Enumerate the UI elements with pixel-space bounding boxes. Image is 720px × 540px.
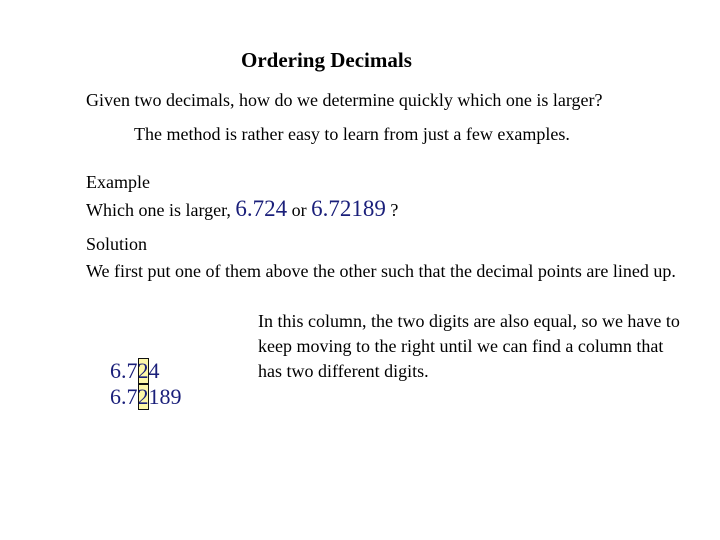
- example-suffix: ?: [385, 200, 399, 220]
- example-label: Example: [86, 172, 150, 192]
- row2-highlighted-digit: 2: [137, 384, 149, 409]
- page-title: Ordering Decimals: [241, 48, 412, 72]
- example-number-b: 6.72189: [311, 196, 386, 221]
- example-connector: or: [287, 200, 312, 220]
- row1-before: 6.7: [110, 358, 138, 383]
- intro-question: Given two decimals, how do we determine quickly which one is larger?: [86, 90, 603, 110]
- solution-label: Solution: [86, 234, 148, 254]
- row2-after: 189: [148, 384, 182, 409]
- row1-highlighted-digit: 2: [137, 358, 149, 383]
- aligned-number-row-1: [110, 358, 160, 384]
- solution-text: We first put one of them above the other such that the decimal points are lined up.: [86, 261, 676, 281]
- example-prefix: Which one is larger,: [86, 200, 236, 220]
- example-question: [86, 196, 398, 222]
- example-number-a: 6.724: [235, 196, 288, 221]
- row2-before: 6.7: [110, 384, 138, 409]
- column-annotation: In this column, the two digits are also equal, so we have to keep moving to the right until we can find a column that has two different digits.: [258, 311, 680, 381]
- method-note: The method is rather easy to learn from just a few examples.: [134, 124, 570, 144]
- aligned-number-row-2: [110, 384, 182, 410]
- row1-after: 4: [148, 358, 160, 383]
